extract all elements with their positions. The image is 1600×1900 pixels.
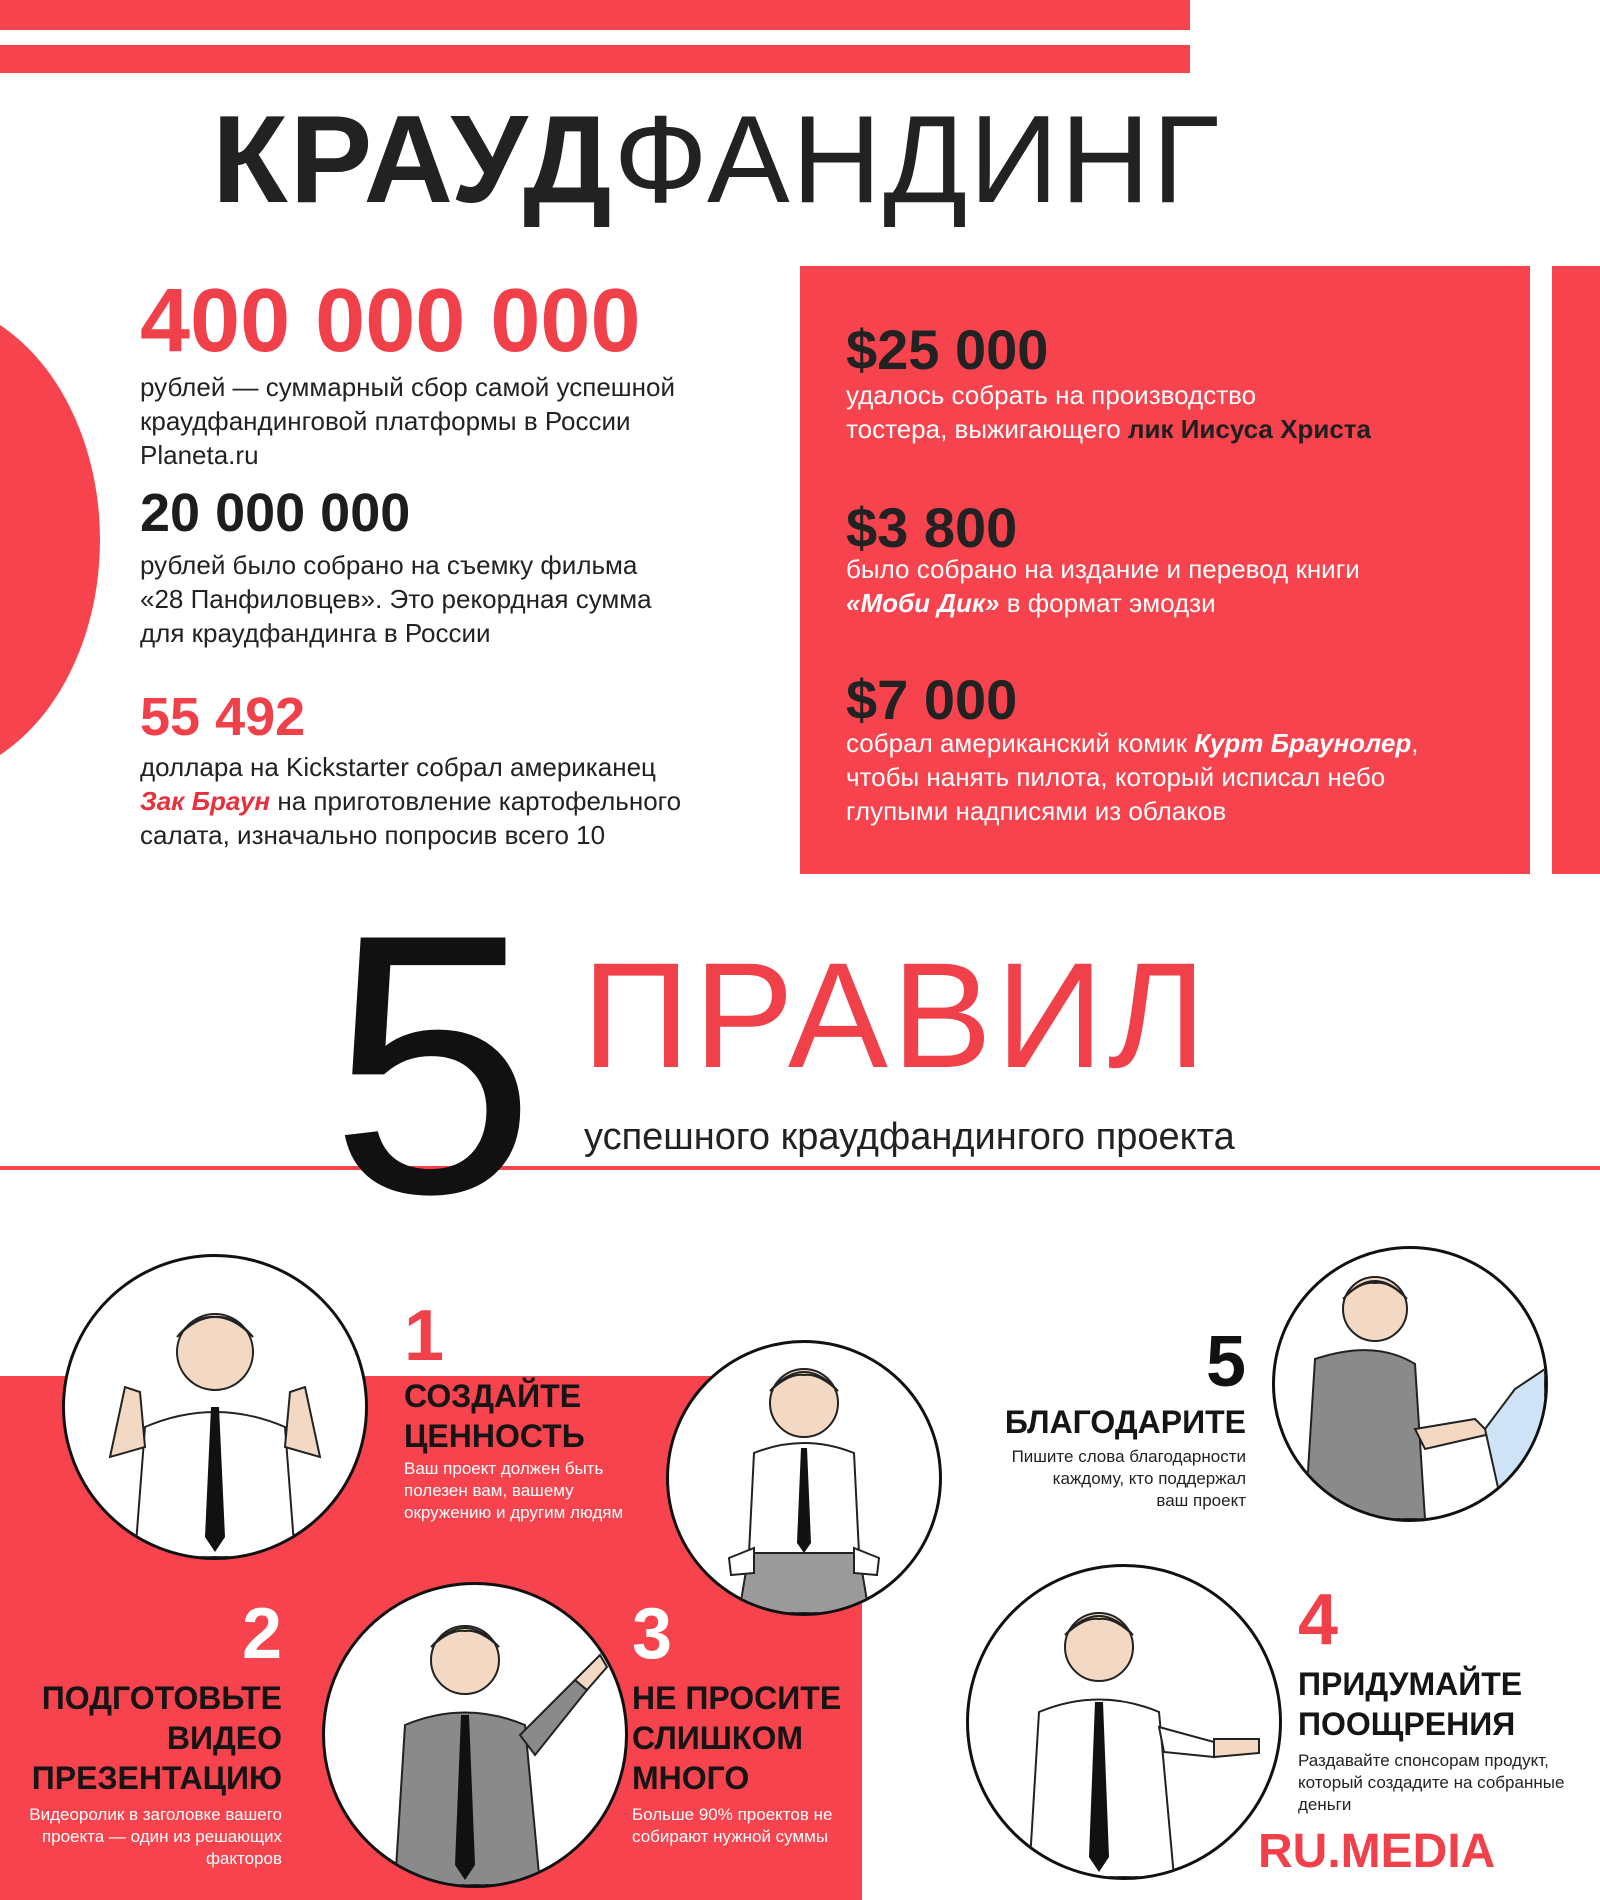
stat-text-line: Зак Браун на приготовление картофельного xyxy=(140,786,682,816)
fact-text: было собрано на издание и перевод книги «Моби Дик» в формат эмодзи xyxy=(846,554,1360,618)
stat-number: 20 000 000 xyxy=(140,483,411,543)
rule-title-line: ЦЕННОСТЬ xyxy=(404,1418,585,1454)
stat-text-line: Planeta.ru xyxy=(140,440,259,470)
divider-line xyxy=(0,1166,1600,1170)
stat-text-line: салата, изначально попросив всего 10 xyxy=(140,820,606,850)
stat-text-line: рублей — суммарный сбор самой успешной xyxy=(140,372,675,402)
rule-title-line: ПРЕЗЕНТАЦИЮ xyxy=(31,1760,282,1796)
fact-text: удалось собрать на производство тостера, выжигающего лик Иисуса Христа xyxy=(846,380,1371,444)
stat-number: 55 492 xyxy=(140,687,306,747)
stat-number: 400 000 000 xyxy=(140,271,641,371)
rule-number: 5 xyxy=(1205,1322,1246,1402)
rule-desc-line: Больше 90% проектов не xyxy=(632,1805,833,1824)
rule-desc-line: проекта — один из решающих xyxy=(41,1827,282,1846)
rule-desc-line: Видеоролик в заголовке вашего xyxy=(29,1805,282,1824)
rules-word: ПРАВИЛ xyxy=(582,931,1211,1099)
handshake-icon xyxy=(1275,1249,1545,1519)
fact-number: $25 000 xyxy=(846,318,1049,381)
rule-desc-line: каждому, кто поддержал xyxy=(1052,1469,1246,1488)
rule-number: 2 xyxy=(241,1594,282,1674)
fact-text: собрал американский комик Курт Браунолер, чтобы нанять пилота, который исписал небо глупыми надписями из облаков xyxy=(846,728,1419,826)
rule-number: 4 xyxy=(1298,1580,1339,1660)
stat-block-2 xyxy=(140,483,780,650)
rule-title-line: ПООЩРЕНИЯ xyxy=(1298,1706,1516,1742)
rule-title-line: ПРИДУМАЙТЕ xyxy=(1298,1666,1523,1702)
fact-number: $7 000 xyxy=(846,668,1018,731)
illustration-empty-pockets xyxy=(666,1340,942,1616)
person-offering-icon xyxy=(969,1567,1279,1877)
rule-title-line: МНОГО xyxy=(632,1760,750,1796)
rule-1 xyxy=(404,1296,664,1524)
rule-desc-line: полезен вам, вашему xyxy=(404,1481,574,1500)
brand-logo: RU.MEDIA xyxy=(1258,1825,1496,1878)
rule-title-line: НЕ ПРОСИТЕ xyxy=(632,1680,842,1716)
facts-panel xyxy=(800,266,1530,874)
decorative-half-circle xyxy=(0,300,100,780)
rule-number: 3 xyxy=(632,1594,673,1674)
rule-desc-line: который создадите на собранные xyxy=(1298,1773,1565,1792)
stat-text-line: краудфандинговой платформы в России xyxy=(140,406,631,436)
rules-subtitle: успешного краудфандингого проекта xyxy=(584,1116,1235,1158)
illustration-handshake xyxy=(1272,1246,1548,1522)
rule-desc-line: деньги xyxy=(1298,1795,1352,1814)
illustration-presentation xyxy=(322,1582,628,1888)
stat-block-3 xyxy=(140,687,800,852)
stat-text-line: для краудфандинга в России xyxy=(140,618,491,648)
rule-title-line: БЛАГОДАРИТЕ xyxy=(1004,1404,1246,1440)
stat-block-1 xyxy=(140,271,780,472)
rule-5 xyxy=(990,1322,1246,1512)
page-title: КРАУДФАНДИНГ xyxy=(212,91,1222,229)
right-edge-stripe xyxy=(1552,266,1600,874)
rule-number: 1 xyxy=(404,1296,445,1376)
rule-4 xyxy=(1298,1580,1588,1816)
rules-count: 5 xyxy=(330,858,536,1271)
top-stripe-2 xyxy=(0,45,1190,73)
highlight-name: Зак Браун xyxy=(140,786,271,816)
top-stripe-1 xyxy=(0,0,1190,30)
rule-desc-line: Пишите слова благодарности xyxy=(1011,1447,1246,1466)
person-presenting-icon xyxy=(325,1585,625,1885)
rule-3 xyxy=(632,1594,872,1848)
illustration-rewards xyxy=(966,1564,1282,1880)
rule-title-line: СОЗДАЙТЕ xyxy=(404,1378,582,1414)
stat-text-line: доллара на Kickstarter собрал американец xyxy=(140,752,656,782)
rule-desc-line: факторов xyxy=(205,1849,282,1868)
rule-desc-line: окружению и другим людям xyxy=(404,1503,624,1522)
rule-desc-line: Раздавайте спонсорам продукт, xyxy=(1298,1751,1549,1770)
rule-desc-line: ваш проект xyxy=(1156,1491,1246,1510)
rule-desc-line: Ваш проект должен быть xyxy=(404,1459,604,1478)
rule-desc-line: собирают нужной суммы xyxy=(632,1827,829,1846)
stat-text-line: «28 Панфиловцев». Это рекордная сумма xyxy=(140,584,652,614)
illustration-thumbs-up xyxy=(62,1254,368,1560)
rule-2 xyxy=(20,1594,282,1870)
person-thumbs-up-icon xyxy=(65,1257,365,1557)
stat-text-line: рублей было собрано на съемку фильма xyxy=(140,550,638,580)
fact-number: $3 800 xyxy=(846,496,1018,559)
rule-title-line: ПОДГОТОВЬТЕ xyxy=(41,1680,282,1716)
person-empty-pockets-icon xyxy=(669,1343,939,1613)
rule-title-line: ВИДЕО xyxy=(166,1720,282,1756)
rule-title-line: СЛИШКОМ xyxy=(632,1720,803,1756)
